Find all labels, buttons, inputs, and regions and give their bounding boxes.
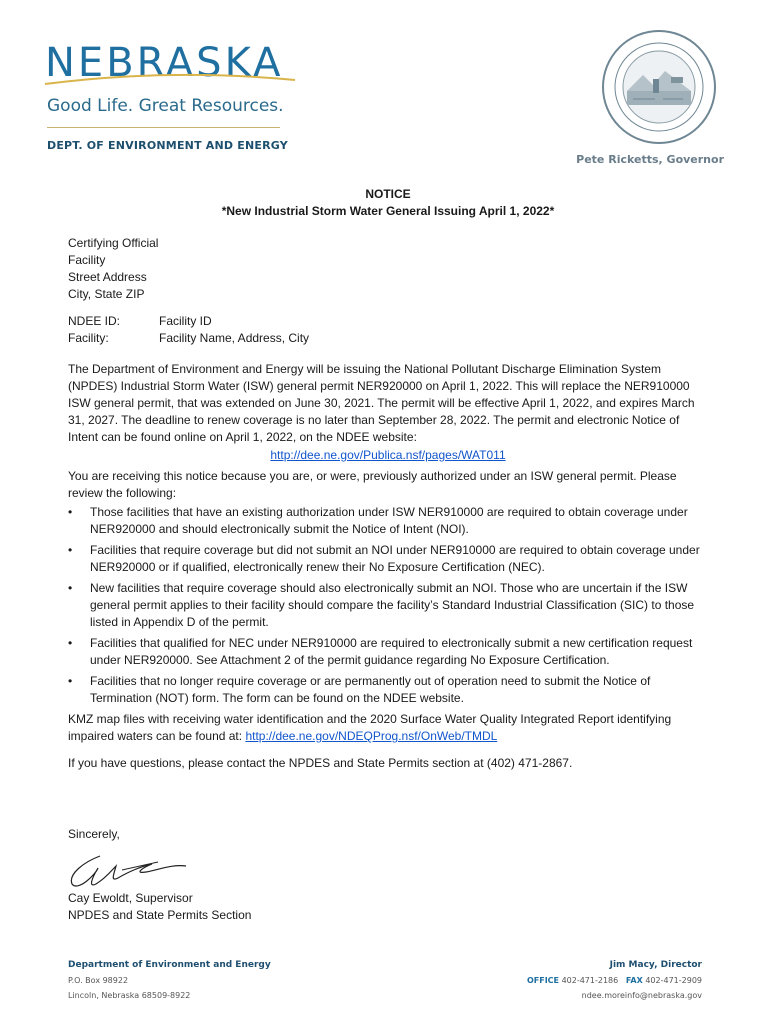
list-item: • Facilities that qualified for NEC under NER910000 are required to electronically submit a new certification request under NER920000. See Attachment 2 of the permit guidance regarding No Exposure Certification. xyxy=(68,635,708,669)
footer-director: Jim Macy, Director xyxy=(609,960,702,970)
notice-heading: NOTICE xyxy=(365,187,411,201)
recipient-address xyxy=(68,235,708,303)
ndee-id-value: Facility ID xyxy=(159,314,212,328)
logo-divider xyxy=(47,127,280,128)
office-label: OFFICE xyxy=(526,976,560,985)
notice-subheading: *New Industrial Storm Water General Issuing April 1, 2022* xyxy=(221,204,555,218)
office-number: 402-471-2186 xyxy=(561,976,619,985)
logo-tagline: Good Life. Great Resources. xyxy=(47,96,284,116)
questions-paragraph: If you have questions, please contact the NPDES and State Permits section at (402) 471-2867. xyxy=(68,756,573,770)
signer-name: Cay Ewoldt, Supervisor xyxy=(68,891,193,905)
footer-dept-title: Department of Environment and Energy xyxy=(68,960,271,970)
intro-paragraph: The Department of Environment and Energy will be issuing the National Pollutant Discharge Elimination System (NPDES) Industrial Storm Water (ISW) general permit NER920000 on April 1, 2022. This will replace the NER910000 ISW general permit, that was extended on June 30, 2021. The permit will be effective April 1, 2022, and expires March 31, 2027. The deadline to renew coverage is no later than September 28, 2022. The permit and electronic Notice of Intent can be found online on April 1, 2022, on the NDEE website: xyxy=(68,362,695,444)
permit-link[interactable]: http://dee.ne.gov/Publica.nsf/pages/WAT011 xyxy=(270,448,506,462)
department-name: DEPT. OF ENVIRONMENT AND ENERGY xyxy=(47,139,288,152)
ndee-id-label: NDEE ID: xyxy=(68,314,121,328)
governor-name: Pete Ricketts, Governor xyxy=(576,153,724,166)
requirements-list xyxy=(68,504,708,707)
fax-number: 402-471-2909 xyxy=(645,976,702,985)
footer-po-box: P.O. Box 98922 xyxy=(68,976,129,985)
kmz-paragraph xyxy=(68,711,708,745)
state-seal-icon xyxy=(593,27,725,147)
logo-swoosh-icon xyxy=(40,70,300,90)
footer-city: Lincoln, Nebraska 68509-8922 xyxy=(68,991,191,1000)
list-item: • New facilities that require coverage should also electronically submit an NOI. Those who are uncertain if the ISW general permit applies to their facility should compare the facility’s Standard Industrial Classification (SIC) to those listed in Appendix D of the permit. xyxy=(68,580,708,631)
signer-section: NPDES and State Permits Section xyxy=(68,908,252,922)
facility-row xyxy=(68,330,708,347)
facility-label: Facility: xyxy=(68,331,109,345)
letter-body xyxy=(68,186,708,772)
address-line: Facility xyxy=(68,253,106,267)
list-item: • Facilities that no longer require coverage or are permanently out of operation need to submit the Notice of Termination (NOT) form. The form can be found on the NDEE website. xyxy=(68,673,708,707)
list-item: • Those facilities that have an existing authorization under ISW NER910000 are required to obtain coverage under NER920000 and should electronically submit the Notice of Intent (NOI). xyxy=(68,504,708,538)
signer-block xyxy=(68,890,251,924)
list-item: • Facilities that require coverage but did not submit an NOI under NER910000 are required to obtain coverage under NER920000 or if qualified, electronically renew their No Exposure Certification (NEC). xyxy=(68,542,708,576)
kmz-text: KMZ map files with receiving water identification and the 2020 Surface Water Quality Integrated Report identifying impaired waters can be found at: xyxy=(68,712,672,743)
footer-contact xyxy=(527,958,702,1003)
tmdl-link[interactable]: http://dee.ne.gov/NDEQProg.nsf/OnWeb/TMDL xyxy=(245,729,498,743)
closing-salutation: Sincerely, xyxy=(68,827,120,841)
facility-value: Facility Name, Address, City xyxy=(159,331,310,345)
review-paragraph: You are receiving this notice because you are, or were, previously authorized under an ISW general permit. Please review the following: xyxy=(68,469,677,500)
ndee-id-row xyxy=(68,313,708,330)
nebraska-logo-wordmark: NEBRASKA xyxy=(45,40,284,86)
footer-address xyxy=(68,958,271,1003)
footer-email[interactable]: ndee.moreinfo@nebraska.gov xyxy=(581,991,702,1000)
address-line: City, State ZIP xyxy=(68,287,145,301)
footer-phone-line xyxy=(527,973,702,988)
address-line: Certifying Official xyxy=(68,236,159,250)
fax-label: FAX xyxy=(625,976,643,985)
address-line: Street Address xyxy=(68,270,147,284)
signature-icon xyxy=(62,848,192,893)
